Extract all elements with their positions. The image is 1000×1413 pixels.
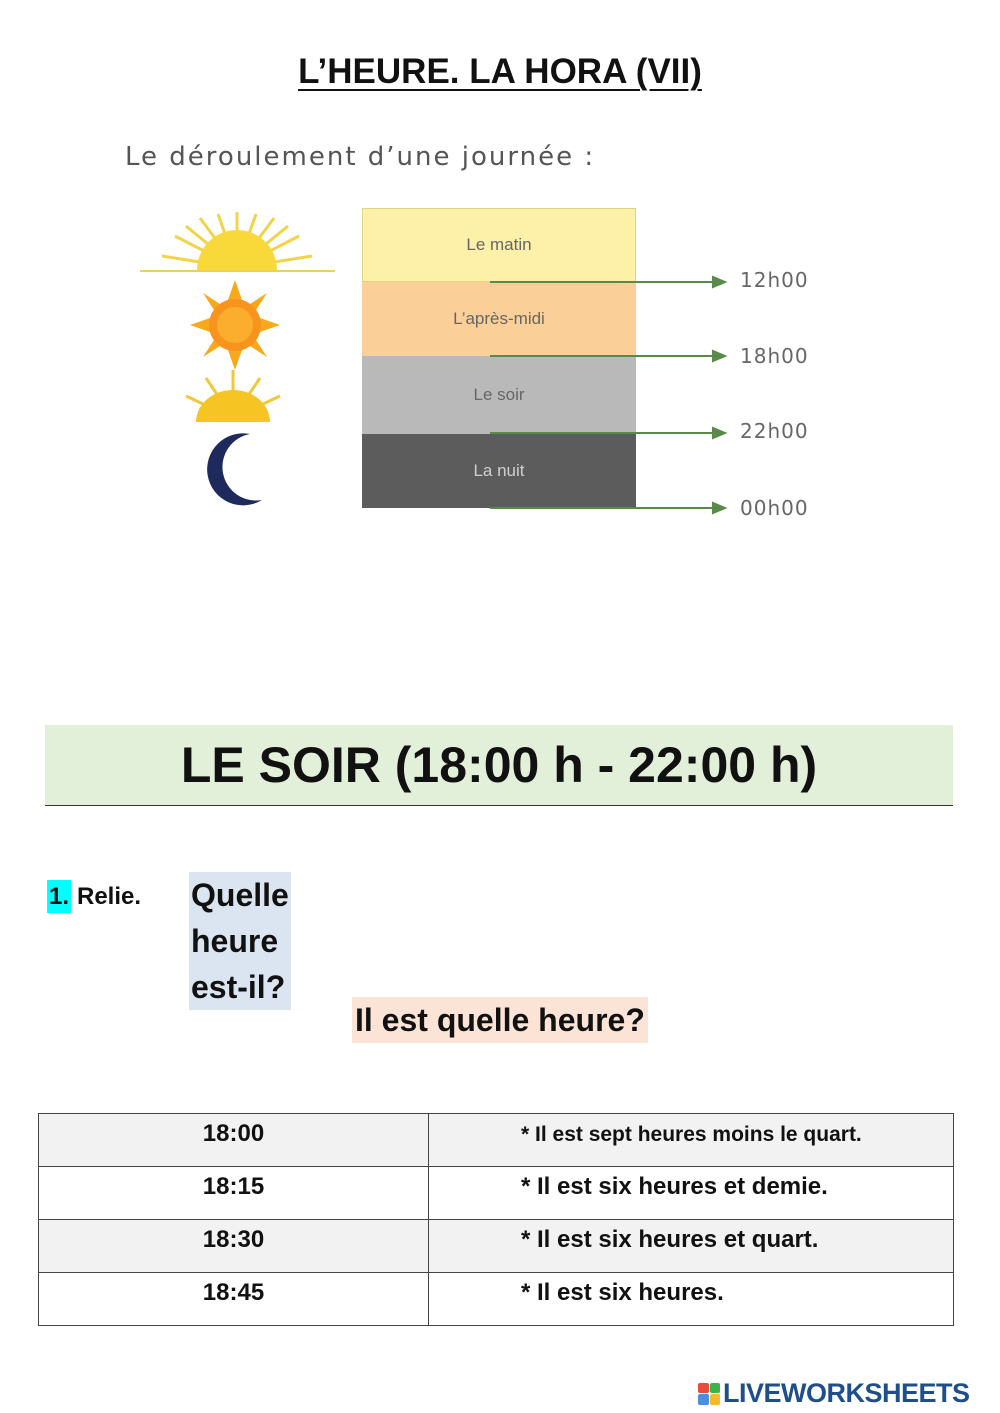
exercise-number: 1. bbox=[47, 880, 71, 913]
time-label-midnight: 00h00 bbox=[740, 496, 809, 520]
liveworksheets-logo[interactable] bbox=[698, 1378, 970, 1409]
time-cell[interactable]: 18:45 bbox=[39, 1273, 429, 1326]
time-label-ten: 22h00 bbox=[740, 419, 809, 443]
question-2: Il est quelle heure? bbox=[352, 997, 648, 1043]
day-diagram bbox=[110, 130, 890, 560]
phrase-text: * Il est six heures. bbox=[521, 1279, 724, 1306]
table-row bbox=[39, 1167, 954, 1220]
page-title: L’HEURE. LA HORA (VII) bbox=[298, 52, 702, 91]
phrase-text: * Il est six heures et quart. bbox=[521, 1226, 819, 1253]
period-evening: Le soir bbox=[362, 356, 636, 434]
table-row bbox=[39, 1114, 954, 1167]
logo-text: LIVEWORKSHEETS bbox=[723, 1378, 970, 1408]
matching-table bbox=[38, 1113, 954, 1326]
diagram-caption: Le déroulement d’une journée : bbox=[125, 142, 596, 172]
phrase-text: * Il est sept heures moins le quart. bbox=[521, 1123, 862, 1146]
exercise-instruction: Relie. bbox=[77, 883, 142, 910]
phrase-text: * Il est six heures et demie. bbox=[521, 1173, 828, 1200]
logo-icon bbox=[698, 1383, 720, 1405]
time-label-six: 18h00 bbox=[740, 344, 809, 368]
period-afternoon: L’après-midi bbox=[362, 282, 636, 356]
period-morning: Le matin bbox=[362, 208, 636, 282]
time-cell[interactable]: 18:30 bbox=[39, 1220, 429, 1273]
table-row bbox=[39, 1273, 954, 1326]
time-cell[interactable]: 18:00 bbox=[39, 1114, 429, 1167]
question-1: Quelle heure est-il? bbox=[189, 872, 291, 1010]
period-night: La nuit bbox=[362, 434, 636, 508]
time-cell[interactable]: 18:15 bbox=[39, 1167, 429, 1220]
table-row bbox=[39, 1220, 954, 1273]
time-label-noon: 12h00 bbox=[740, 268, 809, 292]
section-heading: LE SOIR (18:00 h - 22:00 h) bbox=[45, 725, 953, 806]
phrase-cell[interactable] bbox=[429, 1114, 954, 1167]
phrase-cell[interactable] bbox=[429, 1273, 954, 1326]
phrase-cell[interactable] bbox=[429, 1220, 954, 1273]
phrase-cell[interactable] bbox=[429, 1167, 954, 1220]
